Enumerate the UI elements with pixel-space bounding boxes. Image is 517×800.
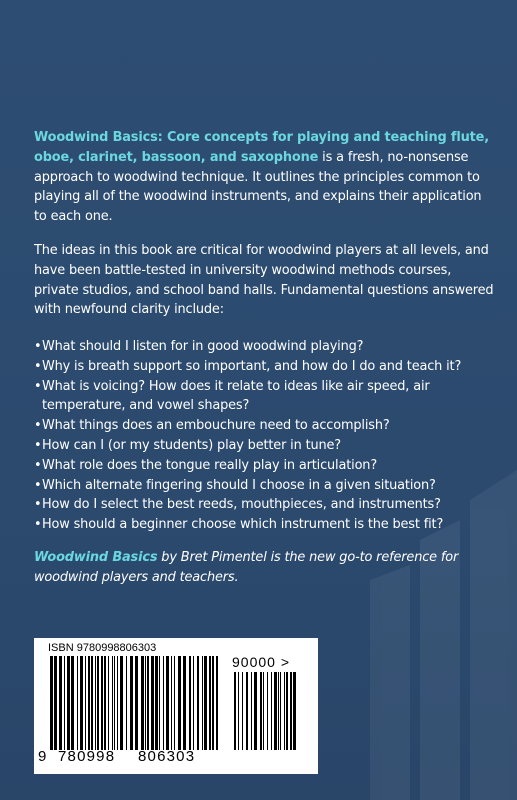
barcode-bar <box>290 672 292 750</box>
barcode-bar <box>97 656 99 750</box>
list-item: • What things does an embouchure need to accomplish? <box>34 416 496 436</box>
barcode-bar <box>274 672 277 750</box>
barcode-bar <box>267 672 268 750</box>
barcode-bar <box>263 672 264 750</box>
barcode-bar <box>171 656 172 750</box>
questions-list <box>34 337 496 535</box>
barcode-bar <box>189 656 191 750</box>
barcode-bar <box>204 656 207 750</box>
barcode-bar <box>271 672 272 750</box>
book-title-italic: Woodwind Basics <box>34 550 158 565</box>
watermark-shape-3 <box>370 565 410 800</box>
barcode-bar <box>108 656 109 750</box>
barcode-bar <box>112 656 113 750</box>
barcode-bar <box>202 656 203 750</box>
barcode-digit-lead: 9 <box>38 748 47 765</box>
barcode-bar <box>104 656 106 750</box>
barcode-bar <box>197 656 199 750</box>
barcode-bar <box>147 656 149 750</box>
closing-paragraph <box>34 548 496 588</box>
barcode-bar <box>91 656 93 750</box>
barcode-bar <box>71 656 74 750</box>
intro-paragraph <box>34 128 496 227</box>
list-item: • How should a beginner choose which instrument is the best fit? <box>34 515 496 535</box>
barcode-bar <box>254 672 257 750</box>
barcode-bar <box>216 656 218 750</box>
price-code: 90000 > <box>232 654 290 670</box>
barcode-bar <box>54 656 57 750</box>
list-item: • Which alternate fingering should I choose in a given situation? <box>34 476 496 496</box>
isbn-barcode <box>34 638 318 774</box>
barcode-digits-right: 806303 <box>138 748 196 765</box>
description-paragraph: The ideas in this book are critical for woodwind players at all levels, and have been battle-tested in university woodwind methods courses, private studios, and school band halls. Fundamental questions answered with newfound clarity include: <box>34 243 494 318</box>
barcode-bar <box>278 672 279 750</box>
barcode-bar <box>246 672 248 750</box>
barcode-bar <box>59 656 62 750</box>
barcode-bar <box>95 656 96 750</box>
barcode-addon-bars <box>234 672 298 750</box>
barcode-bar <box>251 672 252 750</box>
list-item: • What should I listen for in good woodwind playing? <box>34 337 496 357</box>
barcode-bar <box>50 656 53 750</box>
barcode-bar <box>155 656 158 750</box>
barcode-bar <box>238 672 239 750</box>
intro-text: is a fresh, no-nonsense approach to woodwind technique. It outlines the principles common to playing all of the woodwind instruments, and explains their application to each one. <box>34 149 482 225</box>
barcode-bar <box>209 656 211 750</box>
list-item: • Why is breath support so important, and how do I do and teach it? <box>34 357 496 377</box>
barcode-bar <box>174 656 175 750</box>
barcode-digits-left: 780998 <box>58 748 116 765</box>
barcode-bar <box>67 656 70 750</box>
barcode-bar <box>130 656 133 750</box>
barcode-bar <box>80 656 83 750</box>
barcode-bar <box>135 656 138 750</box>
barcode-bar <box>85 656 86 750</box>
barcode-bar <box>145 656 146 750</box>
barcode-bar <box>212 656 214 750</box>
list-item: • How can I (or my students) play better in tune? <box>34 436 496 456</box>
barcode-bar <box>159 656 160 750</box>
barcode-bar <box>166 656 169 750</box>
barcode-bar <box>120 656 123 750</box>
barcode-bar <box>126 656 127 750</box>
barcode-bar <box>64 656 65 750</box>
barcode-bar <box>163 656 164 750</box>
barcode-bar <box>280 672 281 750</box>
barcode-bar <box>193 656 194 750</box>
barcode-bar <box>284 672 285 750</box>
book-title-bold: Woodwind Basics: Core concepts for playing and teaching flute, oboe, clarinet, bassoon, and saxophone <box>34 130 490 165</box>
barcode-bar <box>260 672 262 750</box>
barcode-bar <box>77 656 78 750</box>
list-item: • What is voicing? How does it relate to ideas like air speed, air temperature, and vowel shapes? <box>34 377 496 417</box>
barcode-bar <box>88 656 90 750</box>
barcode-bar <box>117 656 118 750</box>
list-item: • How do I select the best reeds, mouthpieces, and instruments? <box>34 495 496 515</box>
barcode-bar <box>234 672 236 750</box>
barcode-bar <box>114 656 115 750</box>
list-item: • What role does the tongue really play in articulation? <box>34 456 496 476</box>
barcode-bar <box>293 672 296 750</box>
barcode-bar <box>183 656 186 750</box>
barcode-bar <box>242 672 243 750</box>
barcode-bar <box>101 656 103 750</box>
barcode-bar <box>151 656 154 750</box>
barcode-bar <box>286 672 288 750</box>
barcode-bar <box>178 656 181 750</box>
closing-text: by Bret Pimentel is the new go-to reference for woodwind players and teachers. <box>34 550 459 585</box>
barcode-bar <box>141 656 144 750</box>
barcode-main-bars <box>50 656 218 750</box>
isbn-label: ISBN 9780998806303 <box>48 642 157 654</box>
